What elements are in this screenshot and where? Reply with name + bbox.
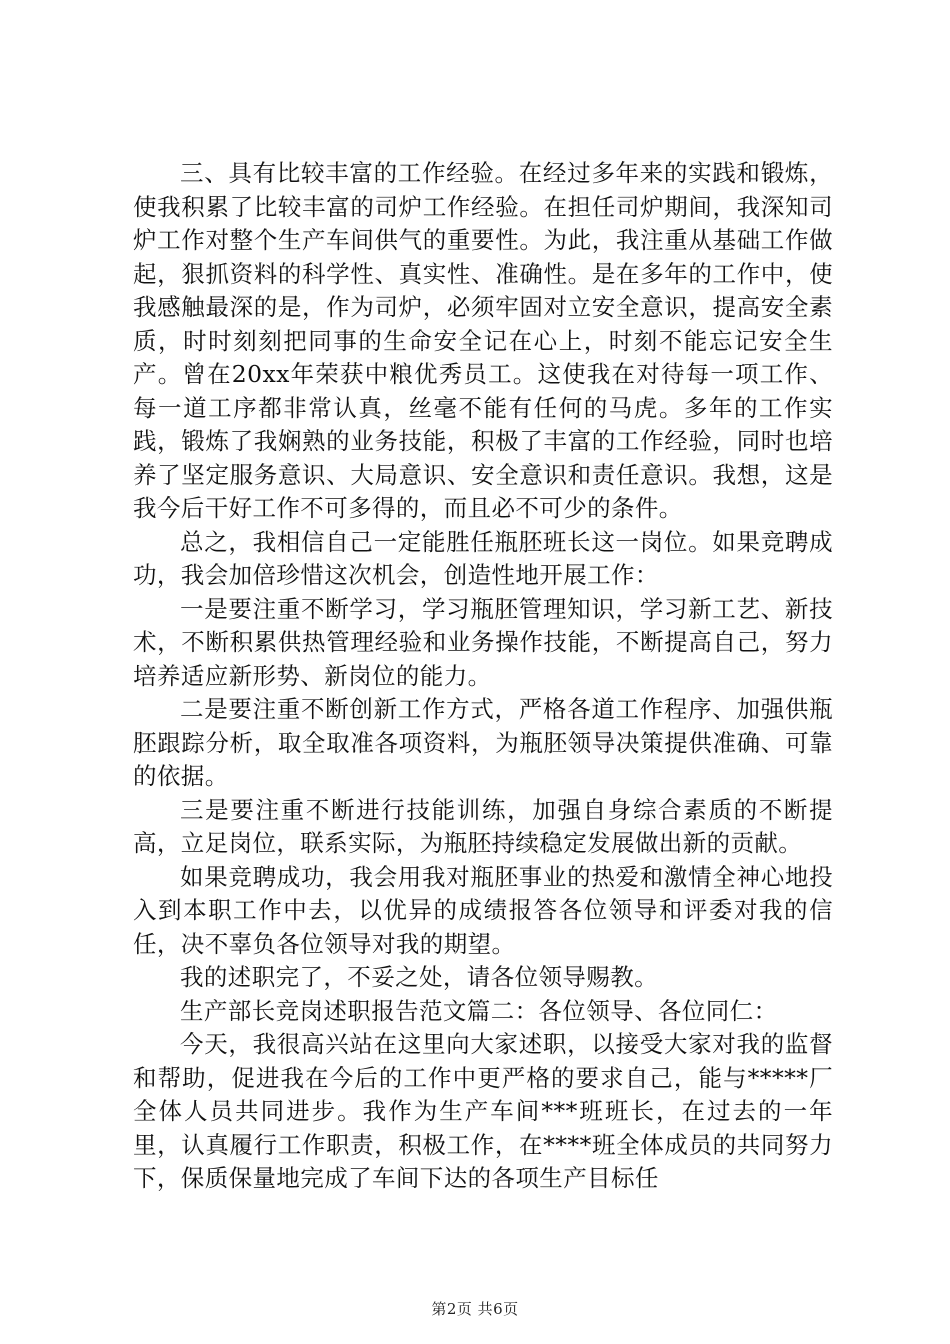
document-body (133, 157, 833, 1196)
paragraph-summary: 总之，我相信自己一定能胜任瓶胚班长这一岗位。如果竞聘成功，我会加倍珍惜这次机会，创造性地开展工作： (133, 527, 833, 589)
paragraph-closing: 我的述职完了，不妥之处，请各位领导赐教。 (180, 963, 658, 991)
paragraph-plan-one: 一是要注重不断学习，学习瓶胚管理知识，学习新工艺、新技术，不断积累供热管理经验和业务操作技能，不断提高自己，努力培养适应新形势、新岗位的能力。 (133, 594, 833, 690)
paragraph-commitment: 如果竞聘成功，我会用我对瓶胚事业的热爱和激情全神心地投入到本职工作中去，以优异的成绩报答各位领导和评委对我的信任，决不辜负各位领导对我的期望。 (133, 862, 833, 958)
paragraph-report-opening: 今天，我很高兴站在这里向大家述职，以接受大家对我的监督和帮助，促进我在今后的工作中更严格的要求自己，能与*****厂全体人员共同进步。我作为生产车间***班班长，在过去的一年里，认真履行工作职责，积极工作，在****班全体成员的共同努力下，保质保量地完成了车间下达的各项生产目标任 (133, 1030, 833, 1192)
paragraph-section-heading: 生产部长竞岗述职报告范文篇二：各位领导、各位同仁： (180, 996, 778, 1025)
paragraph-work-experience: 三、具有比较丰富的工作经验。在经过多年来的实践和锻炼，使我积累了比较丰富的司炉工作经验。在担任司炉期间，我深知司炉工作对整个生产车间供气的重要性。为此，我注重从基础工作做起，狠抓资料的科学性、真实性、准确性。是在多年的工作中，使我感触最深的是，作为司炉，必须牢固对立安全意识，提高安全素质，时时刻刻把同事的生命安全记在心上，时刻不能忘记安全生产。曾在20xx年荣获中粮优秀员工。这使我在对待每一项工作、每一道工序都非常认真，丝毫不能有任何的马虎。多年的工作实践，锻炼了我娴熟的业务技能，积极了丰富的工作经验，同时也培养了坚定服务意识、大局意识、安全意识和责任意识。我想，这是我今后干好工作不可多得的，而且必不可少的条件。 (133, 159, 833, 522)
page-number-footer: 第2页 共6页 (431, 1300, 519, 1318)
paragraph-plan-two: 二是要注重不断创新工作方式，严格各道工作程序、加强供瓶胚跟踪分析，取全取准各项资料，为瓶胚领导决策提供准确、可靠的依据。 (133, 695, 833, 790)
paragraph-plan-three: 三是要注重不断进行技能训练，加强自身综合素质的不断提高，立足岗位，联系实际，为瓶胚持续稳定发展做出新的贡献。 (133, 795, 833, 857)
